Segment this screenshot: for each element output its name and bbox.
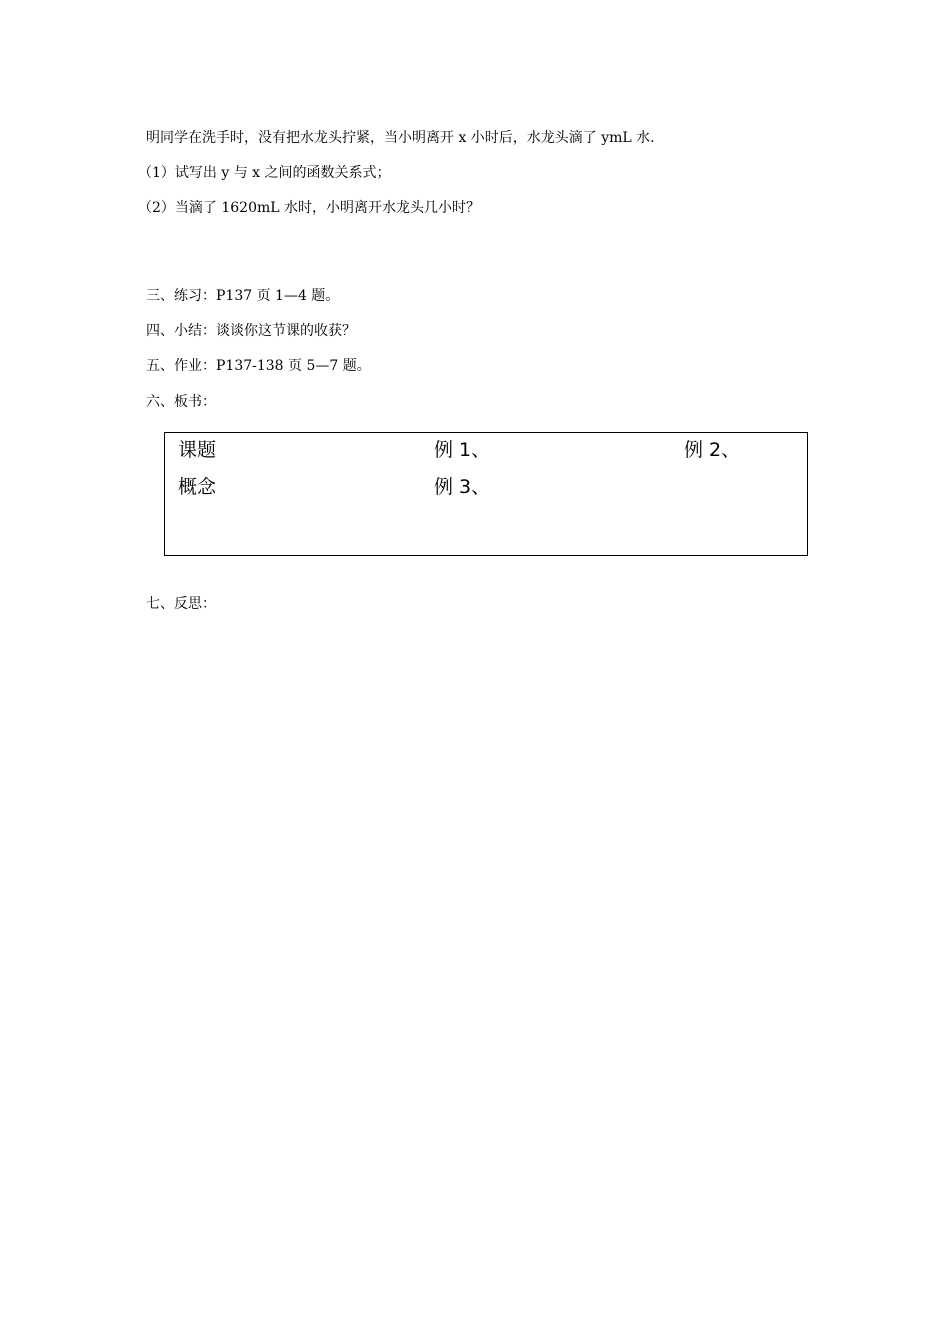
problem-question-1: （1）试写出 y 与 x 之间的函数关系式；	[138, 165, 391, 181]
section-practice: 三、练习：P137 页 1—4 题。	[146, 288, 340, 304]
section-board-title: 六、板书：	[146, 394, 216, 410]
blackboard-layout-box	[164, 432, 808, 556]
problem-intro: 明同学在洗手时，没有把水龙头拧紧，当小明离开 x 小时后，水龙头滴了 ymL 水.	[146, 130, 655, 146]
problem-question-2: （2）当滴了 1620mL 水时，小明离开水龙头几小时？	[138, 200, 481, 216]
section-reflection: 七、反思：	[146, 596, 216, 612]
board-topic: 课题	[178, 439, 217, 461]
board-example-3: 例 3、	[434, 476, 491, 498]
section-homework: 五、作业：P137-138 页 5—7 题。	[146, 358, 371, 374]
board-concept: 概念	[178, 476, 217, 498]
board-example-1: 例 1、	[434, 439, 491, 461]
board-example-2: 例 2、	[684, 439, 741, 461]
section-summary: 四、小结：谈谈你这节课的收获？	[146, 323, 356, 339]
